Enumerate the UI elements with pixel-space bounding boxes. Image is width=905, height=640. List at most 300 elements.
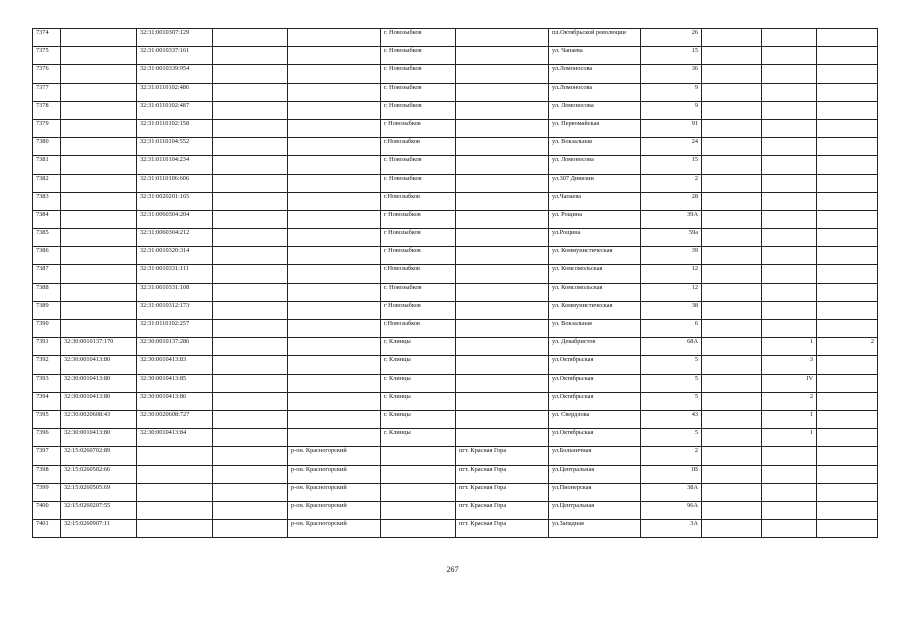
- empty-cell: [213, 374, 288, 392]
- cadastral-number-cell: 32:31:0010331:111: [137, 265, 213, 283]
- street-cell: ул. Ломоносова: [549, 101, 641, 119]
- house-number-cell: 1В: [641, 465, 702, 483]
- district-cell: [288, 29, 381, 47]
- extra-cell-c: [817, 265, 878, 283]
- cadastral-parent-cell: 32:30:0020608:43: [61, 410, 137, 428]
- cadastral-parent-cell: [61, 101, 137, 119]
- house-number-cell: 2: [641, 447, 702, 465]
- house-number-cell: 9: [641, 101, 702, 119]
- extra-cell-b: 1: [762, 429, 817, 447]
- cadastral-number-cell: [137, 520, 213, 538]
- house-number-cell: 6: [641, 320, 702, 338]
- house-number-cell: 3А: [641, 520, 702, 538]
- extra-cell-c: [817, 392, 878, 410]
- settlement-cell: [456, 283, 549, 301]
- cadastral-number-cell: 32:31:0010339:954: [137, 65, 213, 83]
- empty-cell: [213, 174, 288, 192]
- extra-cell-a: [702, 210, 762, 228]
- extra-cell-c: [817, 320, 878, 338]
- empty-cell: [213, 520, 288, 538]
- street-cell: ул.Центральная: [549, 465, 641, 483]
- table-row: [33, 156, 878, 174]
- district-cell: р-он. Красногорский: [288, 465, 381, 483]
- empty-cell: [213, 65, 288, 83]
- cadastral-parent-cell: [61, 320, 137, 338]
- extra-cell-a: [702, 301, 762, 319]
- city-cell: г. Новозыбков: [381, 101, 456, 119]
- extra-cell-c: [817, 520, 878, 538]
- street-cell: ул. Вокзальная: [549, 320, 641, 338]
- street-cell: ул.Ломоносова: [549, 83, 641, 101]
- district-cell: [288, 210, 381, 228]
- empty-cell: [213, 247, 288, 265]
- cadastral-parent-cell: [61, 192, 137, 210]
- house-number-cell: 39: [641, 247, 702, 265]
- street-cell: ул. Коммунистическая: [549, 301, 641, 319]
- empty-cell: [213, 465, 288, 483]
- city-cell: г. Новозыбков: [381, 29, 456, 47]
- street-cell: ул. Декабристов: [549, 338, 641, 356]
- extra-cell-b: [762, 47, 817, 65]
- table-row: [33, 465, 878, 483]
- district-cell: [288, 65, 381, 83]
- settlement-cell: [456, 410, 549, 428]
- street-cell: ул.Октябрьская: [549, 392, 641, 410]
- street-cell: ул.Западная: [549, 520, 641, 538]
- cadastral-number-cell: [137, 447, 213, 465]
- street-cell: пл.Октябрьской революции: [549, 29, 641, 47]
- street-cell: ул.Рощина: [549, 229, 641, 247]
- settlement-cell: [456, 47, 549, 65]
- house-number-cell: 96А: [641, 501, 702, 519]
- empty-cell: [213, 283, 288, 301]
- district-cell: [288, 301, 381, 319]
- extra-cell-a: [702, 29, 762, 47]
- extra-cell-a: [702, 410, 762, 428]
- cadastral-parent-cell: [61, 138, 137, 156]
- cadastral-number-cell: 32:30:0010137:286: [137, 338, 213, 356]
- extra-cell-a: [702, 465, 762, 483]
- extra-cell-a: [702, 174, 762, 192]
- cadastral-number-cell: [137, 483, 213, 501]
- city-cell: [381, 447, 456, 465]
- extra-cell-a: [702, 247, 762, 265]
- city-cell: г.Новозыбков: [381, 320, 456, 338]
- district-cell: [288, 356, 381, 374]
- settlement-cell: [456, 83, 549, 101]
- cadastral-number-cell: 32:31:0010331:108: [137, 283, 213, 301]
- settlement-cell: [456, 429, 549, 447]
- table-row: [33, 47, 878, 65]
- extra-cell-b: [762, 101, 817, 119]
- extra-cell-c: [817, 156, 878, 174]
- house-number-cell: 59а: [641, 229, 702, 247]
- row-number-cell: 7378: [33, 101, 61, 119]
- city-cell: г.Новозыбков: [381, 265, 456, 283]
- street-cell: ул. Комсомольская: [549, 265, 641, 283]
- cadastral-parent-cell: [61, 156, 137, 174]
- house-number-cell: 15: [641, 47, 702, 65]
- cadastral-number-cell: 32:31:0110102:487: [137, 101, 213, 119]
- empty-cell: [213, 483, 288, 501]
- empty-cell: [213, 447, 288, 465]
- cadastral-parent-cell: [61, 301, 137, 319]
- empty-cell: [213, 501, 288, 519]
- empty-cell: [213, 101, 288, 119]
- district-cell: [288, 392, 381, 410]
- cadastral-number-cell: 32:31:0110102:486: [137, 83, 213, 101]
- row-number-cell: 7392: [33, 356, 61, 374]
- city-cell: г. Новозыбков: [381, 156, 456, 174]
- cadastral-number-cell: 32:30:0010413:85: [137, 374, 213, 392]
- extra-cell-c: [817, 356, 878, 374]
- row-number-cell: 7391: [33, 338, 61, 356]
- table-row: [33, 320, 878, 338]
- extra-cell-c: [817, 483, 878, 501]
- cadastral-number-cell: [137, 465, 213, 483]
- extra-cell-a: [702, 374, 762, 392]
- table-row: [33, 65, 878, 83]
- cadastral-number-cell: 32:31:0110102:158: [137, 119, 213, 137]
- house-number-cell: 39А: [641, 210, 702, 228]
- row-number-cell: 7387: [33, 265, 61, 283]
- city-cell: г. Клинцы: [381, 429, 456, 447]
- cadastral-number-cell: 32:31:0010320:314: [137, 247, 213, 265]
- settlement-cell: [456, 192, 549, 210]
- district-cell: р-он. Красногорский: [288, 447, 381, 465]
- district-cell: [288, 119, 381, 137]
- district-cell: [288, 374, 381, 392]
- extra-cell-b: [762, 229, 817, 247]
- street-cell: ул.Больничная: [549, 447, 641, 465]
- district-cell: [288, 247, 381, 265]
- extra-cell-c: [817, 83, 878, 101]
- district-cell: [288, 320, 381, 338]
- empty-cell: [213, 138, 288, 156]
- table-row: [33, 501, 878, 519]
- settlement-cell: [456, 101, 549, 119]
- extra-cell-a: [702, 65, 762, 83]
- district-cell: [288, 429, 381, 447]
- cadastral-number-cell: 32:31:0110104:234: [137, 156, 213, 174]
- street-cell: ул.Октябрьская: [549, 429, 641, 447]
- row-number-cell: 7398: [33, 465, 61, 483]
- extra-cell-a: [702, 156, 762, 174]
- table-row: [33, 283, 878, 301]
- empty-cell: [213, 410, 288, 428]
- city-cell: [381, 465, 456, 483]
- street-cell: ул. Коммунистическая: [549, 247, 641, 265]
- house-number-cell: 5: [641, 392, 702, 410]
- house-number-cell: 12: [641, 265, 702, 283]
- cadastral-parent-cell: [61, 210, 137, 228]
- cadastral-parent-cell: 32:15:0260907:11: [61, 520, 137, 538]
- row-number-cell: 7375: [33, 47, 61, 65]
- extra-cell-a: [702, 47, 762, 65]
- extra-cell-c: [817, 374, 878, 392]
- city-cell: г. Новозыбков: [381, 65, 456, 83]
- street-cell: ул.Октябрьская: [549, 356, 641, 374]
- empty-cell: [213, 47, 288, 65]
- house-number-cell: 9: [641, 83, 702, 101]
- cadastral-number-cell: 32:30:0010413:84: [137, 429, 213, 447]
- table-row: [33, 410, 878, 428]
- street-cell: ул. Комсомольская: [549, 283, 641, 301]
- extra-cell-a: [702, 483, 762, 501]
- street-cell: ул.Центральная: [549, 501, 641, 519]
- settlement-cell: пгт. Красная Гора: [456, 483, 549, 501]
- extra-cell-c: [817, 229, 878, 247]
- cadastral-parent-cell: [61, 229, 137, 247]
- table-row: [33, 83, 878, 101]
- extra-cell-a: [702, 83, 762, 101]
- row-number-cell: 7395: [33, 410, 61, 428]
- table-row: [33, 520, 878, 538]
- row-number-cell: 7399: [33, 483, 61, 501]
- cadastral-number-cell: 32:31:0060304:212: [137, 229, 213, 247]
- city-cell: г Новозыбков: [381, 210, 456, 228]
- cadastral-parent-cell: [61, 83, 137, 101]
- settlement-cell: [456, 174, 549, 192]
- house-number-cell: 24: [641, 138, 702, 156]
- cadastral-parent-cell: 32:30:0010413:80: [61, 429, 137, 447]
- cadastral-parent-cell: [61, 119, 137, 137]
- house-number-cell: 68А: [641, 338, 702, 356]
- extra-cell-a: [702, 447, 762, 465]
- cadastral-number-cell: 32:31:0110104:552: [137, 138, 213, 156]
- extra-cell-c: [817, 47, 878, 65]
- city-cell: г. Клинцы: [381, 392, 456, 410]
- settlement-cell: [456, 338, 549, 356]
- street-cell: ул. Свердлова: [549, 410, 641, 428]
- district-cell: [288, 47, 381, 65]
- settlement-cell: пгт. Красная Гора: [456, 447, 549, 465]
- extra-cell-a: [702, 265, 762, 283]
- city-cell: г. Клинцы: [381, 374, 456, 392]
- table-row: [33, 356, 878, 374]
- cadastral-parent-cell: [61, 174, 137, 192]
- district-cell: [288, 156, 381, 174]
- district-cell: [288, 192, 381, 210]
- row-number-cell: 7376: [33, 65, 61, 83]
- settlement-cell: [456, 247, 549, 265]
- city-cell: г. Клинцы: [381, 356, 456, 374]
- registry-table: [32, 28, 878, 538]
- extra-cell-b: [762, 301, 817, 319]
- extra-cell-b: 1: [762, 410, 817, 428]
- extra-cell-b: 3: [762, 356, 817, 374]
- table-row: [33, 392, 878, 410]
- street-cell: ул.Пионерская: [549, 483, 641, 501]
- row-number-cell: 7386: [33, 247, 61, 265]
- row-number-cell: 7374: [33, 29, 61, 47]
- extra-cell-b: [762, 283, 817, 301]
- row-number-cell: 7379: [33, 119, 61, 137]
- settlement-cell: пгт. Красная Гора: [456, 520, 549, 538]
- cadastral-number-cell: 32:30:0010413:86: [137, 392, 213, 410]
- row-number-cell: 7400: [33, 501, 61, 519]
- cadastral-parent-cell: [61, 47, 137, 65]
- extra-cell-c: [817, 501, 878, 519]
- street-cell: ул.Октябрьская: [549, 374, 641, 392]
- district-cell: [288, 229, 381, 247]
- settlement-cell: [456, 119, 549, 137]
- city-cell: г Новозыбков: [381, 119, 456, 137]
- extra-cell-a: [702, 429, 762, 447]
- city-cell: г Новозыбков: [381, 229, 456, 247]
- extra-cell-b: [762, 119, 817, 137]
- settlement-cell: [456, 65, 549, 83]
- extra-cell-a: [702, 138, 762, 156]
- extra-cell-b: [762, 447, 817, 465]
- extra-cell-b: [762, 520, 817, 538]
- street-cell: ул.Чапаева: [549, 192, 641, 210]
- settlement-cell: [456, 392, 549, 410]
- table-row: [33, 138, 878, 156]
- table-row: [33, 119, 878, 137]
- table-row: [33, 210, 878, 228]
- cadastral-parent-cell: 32:30:0010413:80: [61, 392, 137, 410]
- district-cell: [288, 410, 381, 428]
- settlement-cell: [456, 265, 549, 283]
- extra-cell-b: [762, 29, 817, 47]
- row-number-cell: 7390: [33, 320, 61, 338]
- city-cell: г.Новозыбков: [381, 138, 456, 156]
- street-cell: ул. Вокзальная: [549, 138, 641, 156]
- cadastral-number-cell: 32:31:0060304:204: [137, 210, 213, 228]
- row-number-cell: 7380: [33, 138, 61, 156]
- extra-cell-c: [817, 101, 878, 119]
- row-number-cell: 7381: [33, 156, 61, 174]
- extra-cell-a: [702, 229, 762, 247]
- table-row: [33, 429, 878, 447]
- extra-cell-c: [817, 410, 878, 428]
- extra-cell-b: [762, 465, 817, 483]
- extra-cell-b: [762, 247, 817, 265]
- settlement-cell: [456, 210, 549, 228]
- city-cell: г. Новозыбков: [381, 283, 456, 301]
- house-number-cell: 5: [641, 429, 702, 447]
- cadastral-parent-cell: [61, 283, 137, 301]
- extra-cell-c: [817, 447, 878, 465]
- extra-cell-c: [817, 138, 878, 156]
- empty-cell: [213, 301, 288, 319]
- settlement-cell: [456, 138, 549, 156]
- empty-cell: [213, 156, 288, 174]
- extra-cell-b: [762, 501, 817, 519]
- cadastral-parent-cell: 32:15:0260502:66: [61, 465, 137, 483]
- extra-cell-c: [817, 247, 878, 265]
- extra-cell-c: [817, 192, 878, 210]
- settlement-cell: пгт. Красная Гора: [456, 465, 549, 483]
- row-number-cell: 7401: [33, 520, 61, 538]
- extra-cell-b: [762, 320, 817, 338]
- empty-cell: [213, 229, 288, 247]
- city-cell: [381, 520, 456, 538]
- house-number-cell: 2: [641, 174, 702, 192]
- extra-cell-c: 2: [817, 338, 878, 356]
- extra-cell-c: [817, 301, 878, 319]
- extra-cell-b: [762, 83, 817, 101]
- table-row: [33, 265, 878, 283]
- house-number-cell: 12: [641, 283, 702, 301]
- city-cell: г Новозыбков: [381, 301, 456, 319]
- page-number: 267: [446, 565, 459, 574]
- empty-cell: [213, 29, 288, 47]
- extra-cell-a: [702, 520, 762, 538]
- row-number-cell: 7393: [33, 374, 61, 392]
- house-number-cell: 28: [641, 192, 702, 210]
- cadastral-number-cell: 32:30:0010413:83: [137, 356, 213, 374]
- cadastral-parent-cell: 32:15:0260505:69: [61, 483, 137, 501]
- extra-cell-b: [762, 192, 817, 210]
- city-cell: г. Клинцы: [381, 410, 456, 428]
- row-number-cell: 7383: [33, 192, 61, 210]
- cadastral-number-cell: 32:31:0010307:129: [137, 29, 213, 47]
- extra-cell-a: [702, 119, 762, 137]
- district-cell: [288, 101, 381, 119]
- street-cell: ул. Первомайская: [549, 119, 641, 137]
- extra-cell-b: [762, 65, 817, 83]
- extra-cell-b: 2: [762, 392, 817, 410]
- empty-cell: [213, 265, 288, 283]
- empty-cell: [213, 320, 288, 338]
- house-number-cell: 5: [641, 374, 702, 392]
- cadastral-number-cell: 32:31:0010312:173: [137, 301, 213, 319]
- extra-cell-c: [817, 119, 878, 137]
- cadastral-parent-cell: 32:15:0260207:55: [61, 501, 137, 519]
- empty-cell: [213, 192, 288, 210]
- street-cell: ул.307 Дивизии: [549, 174, 641, 192]
- city-cell: г. Новозыбков: [381, 47, 456, 65]
- house-number-cell: 43: [641, 410, 702, 428]
- extra-cell-a: [702, 192, 762, 210]
- city-cell: [381, 483, 456, 501]
- settlement-cell: [456, 229, 549, 247]
- district-cell: [288, 174, 381, 192]
- extra-cell-c: [817, 210, 878, 228]
- extra-cell-c: [817, 283, 878, 301]
- extra-cell-c: [817, 429, 878, 447]
- extra-cell-a: [702, 320, 762, 338]
- city-cell: г.Новозыбков: [381, 192, 456, 210]
- cadastral-number-cell: 32:31:0020201:165: [137, 192, 213, 210]
- extra-cell-b: [762, 174, 817, 192]
- extra-cell-b: [762, 265, 817, 283]
- table-row: [33, 192, 878, 210]
- extra-cell-a: [702, 338, 762, 356]
- row-number-cell: 7396: [33, 429, 61, 447]
- city-cell: г. Клинцы: [381, 338, 456, 356]
- cadastral-number-cell: 32:31:0110102:257: [137, 320, 213, 338]
- row-number-cell: 7388: [33, 283, 61, 301]
- cadastral-parent-cell: 32:30:0010413:80: [61, 374, 137, 392]
- table-row: [33, 483, 878, 501]
- settlement-cell: [456, 301, 549, 319]
- settlement-cell: [456, 356, 549, 374]
- table-row: [33, 29, 878, 47]
- city-cell: [381, 501, 456, 519]
- house-number-cell: 26: [641, 29, 702, 47]
- table-body: [33, 29, 878, 538]
- house-number-cell: 36: [641, 65, 702, 83]
- house-number-cell: 38А: [641, 483, 702, 501]
- table-row: [33, 174, 878, 192]
- extra-cell-a: [702, 356, 762, 374]
- table-row: [33, 229, 878, 247]
- cadastral-parent-cell: [61, 265, 137, 283]
- extra-cell-a: [702, 392, 762, 410]
